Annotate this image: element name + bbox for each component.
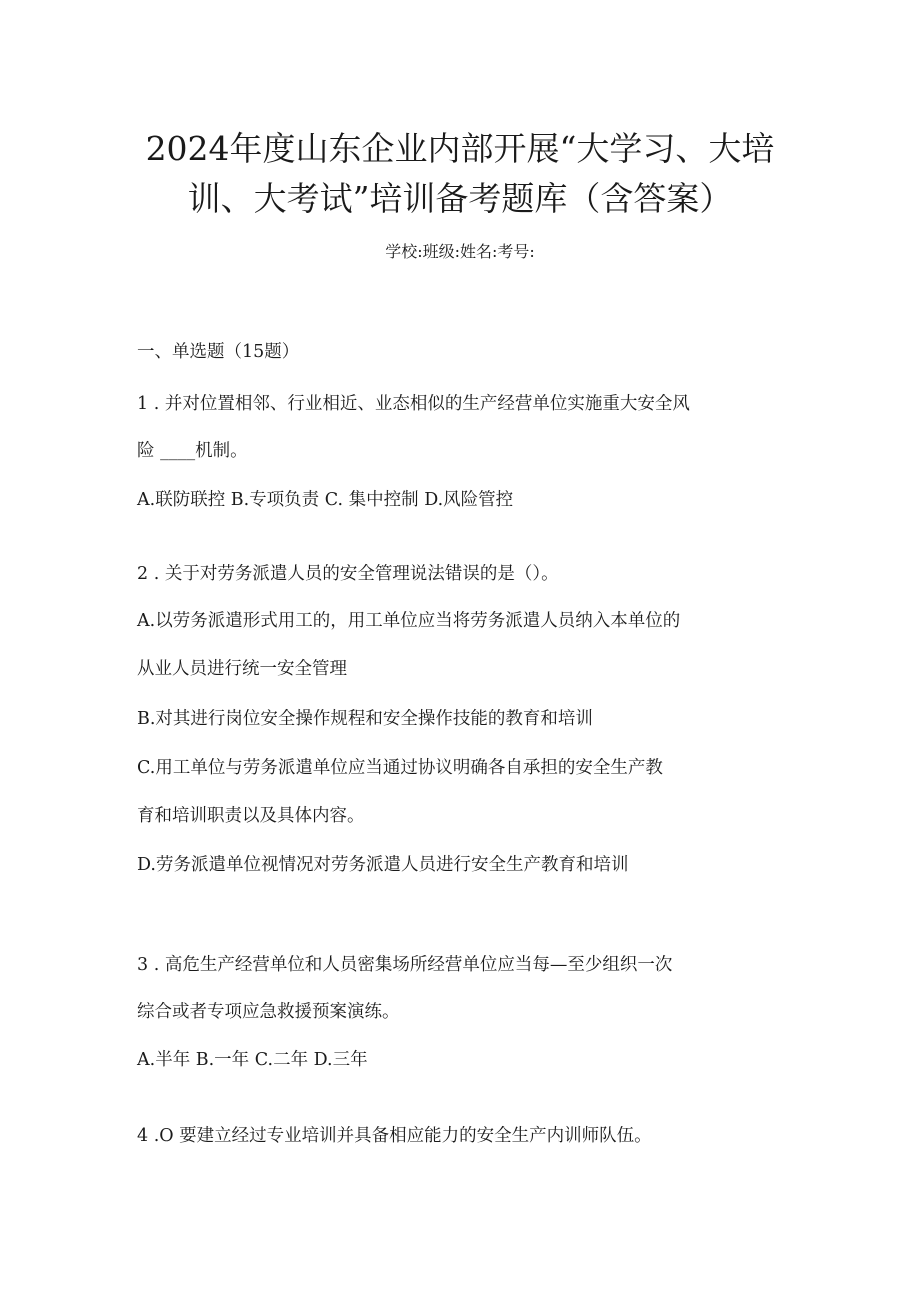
question-1-line-1: 1 . 并对位置相邻、行业相近、业态相似的生产经营单位实施重大安全风 [137,394,690,414]
question-2-option-b: B.对其进行岗位安全操作规程和安全操作技能的教育和培训 [137,709,593,729]
question-2-line-1: 2 . 关于对劳务派遣人员的安全管理说法错误的是（）。 [137,564,559,584]
document-title-line-1: 2024年度山东企业内部开展“大学习、大培 [145,129,775,168]
question-2-option-a-line-2: 从业人员进行统一安全管理 [137,659,347,679]
question-3-line-1: 3 . 高危生产经营单位和人员密集场所经营单位应当每—至少组织一次 [137,955,673,975]
question-1-line-2: 险 ____机制。 [137,441,248,461]
question-4-line-1: 4 .O 要建立经过专业培训并具备相应能力的安全生产内训师队伍。 [137,1126,652,1146]
question-2-option-c-line-1: C.用工单位与劳务派遣单位应当通过协议明确各自承担的安全生产教 [137,758,663,778]
section-heading: 一、单选题（15题） [137,342,300,362]
question-1-options: A.联防联控 B.专项负责 C. 集中控制 D.风险管控 [137,490,514,510]
document-title-line-2: 训、大考试”培训备考题库（含答案） [187,179,733,218]
question-2-option-a-line-1: A.以劳务派遣形式用工的，用工单位应当将劳务派遣人员纳入本单位的 [137,611,681,631]
question-3-options: A.半年 B.一年 C.二年 D.三年 [137,1050,368,1070]
student-info-line: 学校:班级:姓名:考号: [385,242,535,261]
question-3-line-2: 综合或者专项应急救援预案演练。 [137,1002,400,1022]
question-2-option-c-line-2: 育和培训职责以及具体内容。 [137,806,365,826]
question-2-option-d: D.劳务派遣单位视情况对劳务派遣人员进行安全生产教育和培训 [137,855,629,875]
